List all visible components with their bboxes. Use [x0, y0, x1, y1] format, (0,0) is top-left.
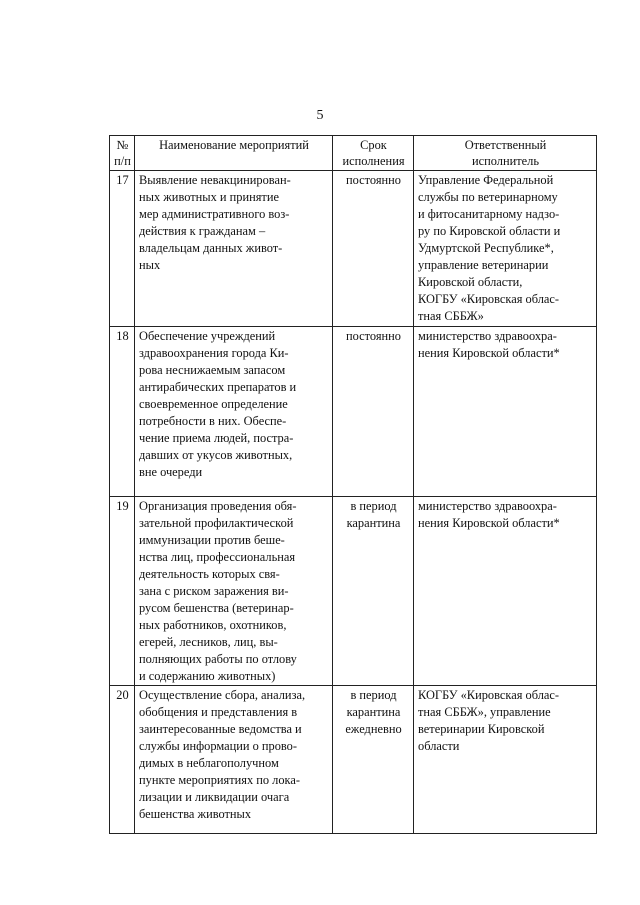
measure-responsible: министерство здравоохра- нения Кировской области*	[414, 497, 597, 686]
page-number: 5	[316, 108, 324, 123]
row-number: 19	[110, 497, 135, 686]
measure-name: Осуществление сбора, анализа, обобщения и представления в заинтересованные ведомства и службы информации о прово- димых в неблагополучном пункте мероприятиях по лока- лизации и ликвидации очага бешенства животных	[135, 686, 333, 834]
row-number: 18	[110, 327, 135, 497]
table-row	[110, 171, 597, 327]
header-measure-name: Наименование мероприятий	[135, 136, 333, 171]
table-header-row	[110, 136, 597, 171]
row-number: 20	[110, 686, 135, 834]
header-responsible: Ответственный исполнитель	[414, 136, 597, 171]
measure-name: Выявление невакцинирован- ных животных и принятие мер административного воз- действия к гражданам – владельцам данных живот- ных	[135, 171, 333, 327]
header-number: № п/п	[110, 136, 135, 171]
measure-term: в период карантина ежедневно	[333, 686, 414, 834]
measure-name: Организация проведения обя- зательной профилактической иммунизации против беше- нства лиц, профессиональная деятельность которых свя- зана с риском заражения ви- русом бешенства (ветеринар- ных работников, охотников, егерей, лесников, лиц, вы- полняющих работы по отлову и содержанию животных)	[135, 497, 333, 686]
table-row	[110, 327, 597, 497]
measure-term: в период карантина	[333, 497, 414, 686]
measure-term: постоянно	[333, 327, 414, 497]
measure-responsible: Управление Федеральной службы по ветеринарному и фитосанитарному надзо- ру по Кировской области и Удмуртской Республике*, управление ветеринарии Кировской области, КОГБУ «Кировская облас- тная СББЖ»	[414, 171, 597, 327]
header-term: Срок исполнения	[333, 136, 414, 171]
measure-responsible: КОГБУ «Кировская облас- тная СББЖ», управление ветеринарии Кировской области	[414, 686, 597, 834]
measures-table	[109, 135, 597, 834]
table-row	[110, 497, 597, 686]
measure-name: Обеспечение учреждений здравоохранения города Ки- рова неснижаемым запасом антирабических препаратов и своевременное определение потребности в них. Обеспе- чение приема людей, постра- давших от укусов животных, вне очереди	[135, 327, 333, 497]
measure-term: постоянно	[333, 171, 414, 327]
table-row	[110, 686, 597, 834]
row-number: 17	[110, 171, 135, 327]
measure-responsible: министерство здравоохра- нения Кировской области*	[414, 327, 597, 497]
